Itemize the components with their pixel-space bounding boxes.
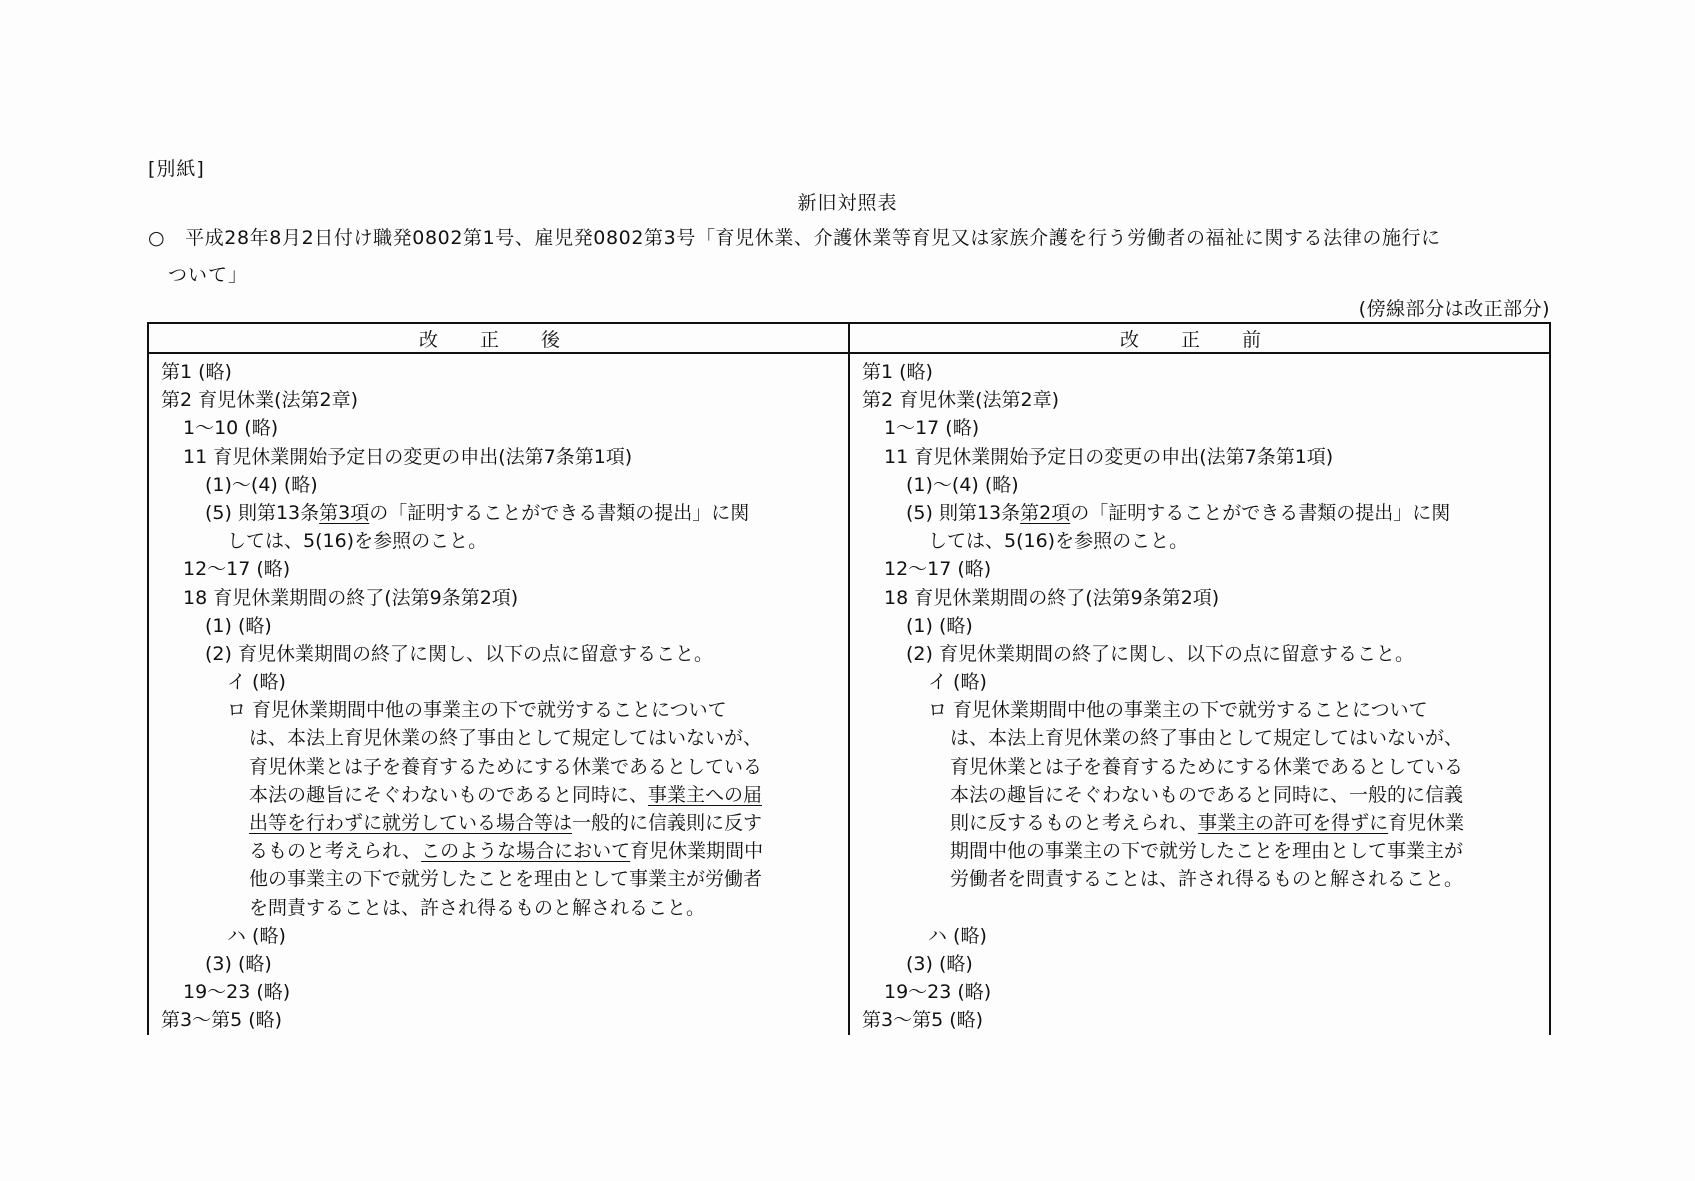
list-item: しては、5(16)を参照のこと。 [928, 530, 1189, 553]
text-segment: るものと考えられ、 [249, 840, 422, 863]
list-item: (1)〜(4) (略) [205, 473, 318, 496]
attachment-label: [別紙] [148, 158, 205, 180]
list-item: (1) (略) [906, 614, 973, 637]
amended-text: 出等を行わずに就労している場合等は [249, 812, 573, 834]
list-item: (3) (略) [205, 952, 272, 975]
notice-text: 平成28年8月2日付け職発0802第1号、雇児発0802第3号「育児休業、介護休業等育児又は家族介護を行う労働者の福祉に関する法律の施行に [185, 227, 1441, 249]
list-item: 第2 育児休業(法第2章) [161, 389, 359, 412]
list-item: (1) (略) [205, 614, 272, 637]
amended-text: 第2項 [1020, 501, 1071, 524]
comparison-table [147, 322, 1551, 1035]
list-item: は、本法上育児休業の終了事由として規定してはいないが、 [950, 727, 1464, 750]
list-item [161, 809, 838, 837]
list-item: 18 育児休業期間の終了(法第9条第2項) [884, 586, 1220, 609]
list-item: (2) 育児休業期間の終了に関し、以下の点に留意すること。 [906, 642, 1414, 665]
list-item: 第2 育児休業(法第2章) [862, 389, 1060, 412]
column-before-revision [849, 353, 1550, 1035]
list-item: 11 育児休業開始予定日の変更の申出(法第7条第1項) [884, 445, 1334, 468]
list-item: (2) 育児休業期間の終了に関し、以下の点に留意すること。 [205, 642, 713, 665]
legend-note: (傍線部分は改正部分) [1358, 298, 1550, 320]
text-segment: (5) 則第13条 [205, 501, 320, 524]
list-item: (1)〜(4) (略) [906, 473, 1019, 496]
list-item: 1〜10 (略) [183, 417, 279, 440]
list-item: 第1 (略) [862, 361, 933, 383]
list-item: 第3〜第5 (略) [862, 1009, 984, 1032]
amended-text: 事業主への届 [648, 783, 763, 806]
list-item: 他の事業主の下で就労したことを理由として事業主が労働者 [249, 868, 763, 891]
list-item: 第3〜第5 (略) [161, 1009, 283, 1032]
list-item: 育児休業とは子を養育するためにする休業であるとしている [950, 755, 1464, 778]
list-item: を問責することは、許され得るものと解されること。 [249, 896, 706, 919]
bullet-circle-icon: ○ [148, 227, 166, 249]
list-item: ロ 育児休業期間中他の事業主の下で就労することについて [227, 699, 727, 722]
list-item: イ (略) [227, 671, 286, 694]
list-item: 期間中他の事業主の下で就労したことを理由として事業主が [950, 840, 1464, 863]
list-item: ハ (略) [227, 924, 286, 947]
text-segment: 育児休業期間中 [630, 840, 764, 863]
text-segment: の「証明することができる書類の提出」に関 [1070, 501, 1451, 524]
list-item: ハ (略) [928, 924, 987, 947]
list-item [862, 809, 1539, 837]
text-segment: 則に反するものと考えられ、 [950, 812, 1199, 834]
document-title: 新旧対照表 [797, 192, 898, 214]
list-item: は、本法上育児休業の終了事由として規定してはいないが、 [249, 727, 763, 750]
column-after-revision [148, 353, 849, 1035]
header-before-revision: 改 正 前 [849, 323, 1550, 353]
list-item: 11 育児休業開始予定日の変更の申出(法第7条第1項) [183, 445, 633, 468]
list-item: 1〜17 (略) [884, 417, 980, 440]
list-item: 12〜17 (略) [183, 558, 291, 581]
text-segment: 一般的に信義則に反す [572, 812, 763, 834]
amended-text: 事業主の許可を得ずに [1198, 812, 1389, 834]
list-item: 本法の趣旨にそぐわないものであると同時に、一般的に信義 [950, 783, 1464, 806]
text-segment: の「証明することができる書類の提出」に関 [369, 501, 750, 524]
list-item [862, 499, 1539, 527]
text-segment: 本法の趣旨にそぐわないものであると同時に、 [249, 783, 649, 806]
notice-line-1 [148, 223, 1441, 250]
list-item [161, 499, 838, 527]
list-item: ロ 育児休業期間中他の事業主の下で就労することについて [928, 699, 1428, 722]
text-segment: (5) 則第13条 [906, 501, 1021, 524]
list-item: 19〜23 (略) [884, 981, 992, 1004]
list-item: イ (略) [928, 671, 987, 694]
list-item: 19〜23 (略) [183, 981, 291, 1004]
list-item [161, 837, 838, 865]
list-item: 18 育児休業期間の終了(法第9条第2項) [183, 586, 519, 609]
blank-line [862, 894, 1539, 922]
list-item: 第1 (略) [161, 361, 232, 383]
list-item: しては、5(16)を参照のこと。 [227, 530, 488, 553]
amended-text: 第3項 [319, 501, 370, 524]
text-segment: 育児休業 [1388, 812, 1465, 834]
list-item [161, 781, 838, 809]
list-item: 育児休業とは子を養育するためにする休業であるとしている [249, 755, 763, 778]
header-after-revision: 改 正 後 [148, 323, 849, 353]
notice-line-2: ついて」 [168, 264, 249, 286]
list-item: 労働者を問責することは、許され得るものと解されること。 [950, 868, 1464, 891]
list-item: (3) (略) [906, 952, 973, 975]
amended-text: このような場合において [421, 840, 631, 863]
list-item: 12〜17 (略) [884, 558, 992, 581]
